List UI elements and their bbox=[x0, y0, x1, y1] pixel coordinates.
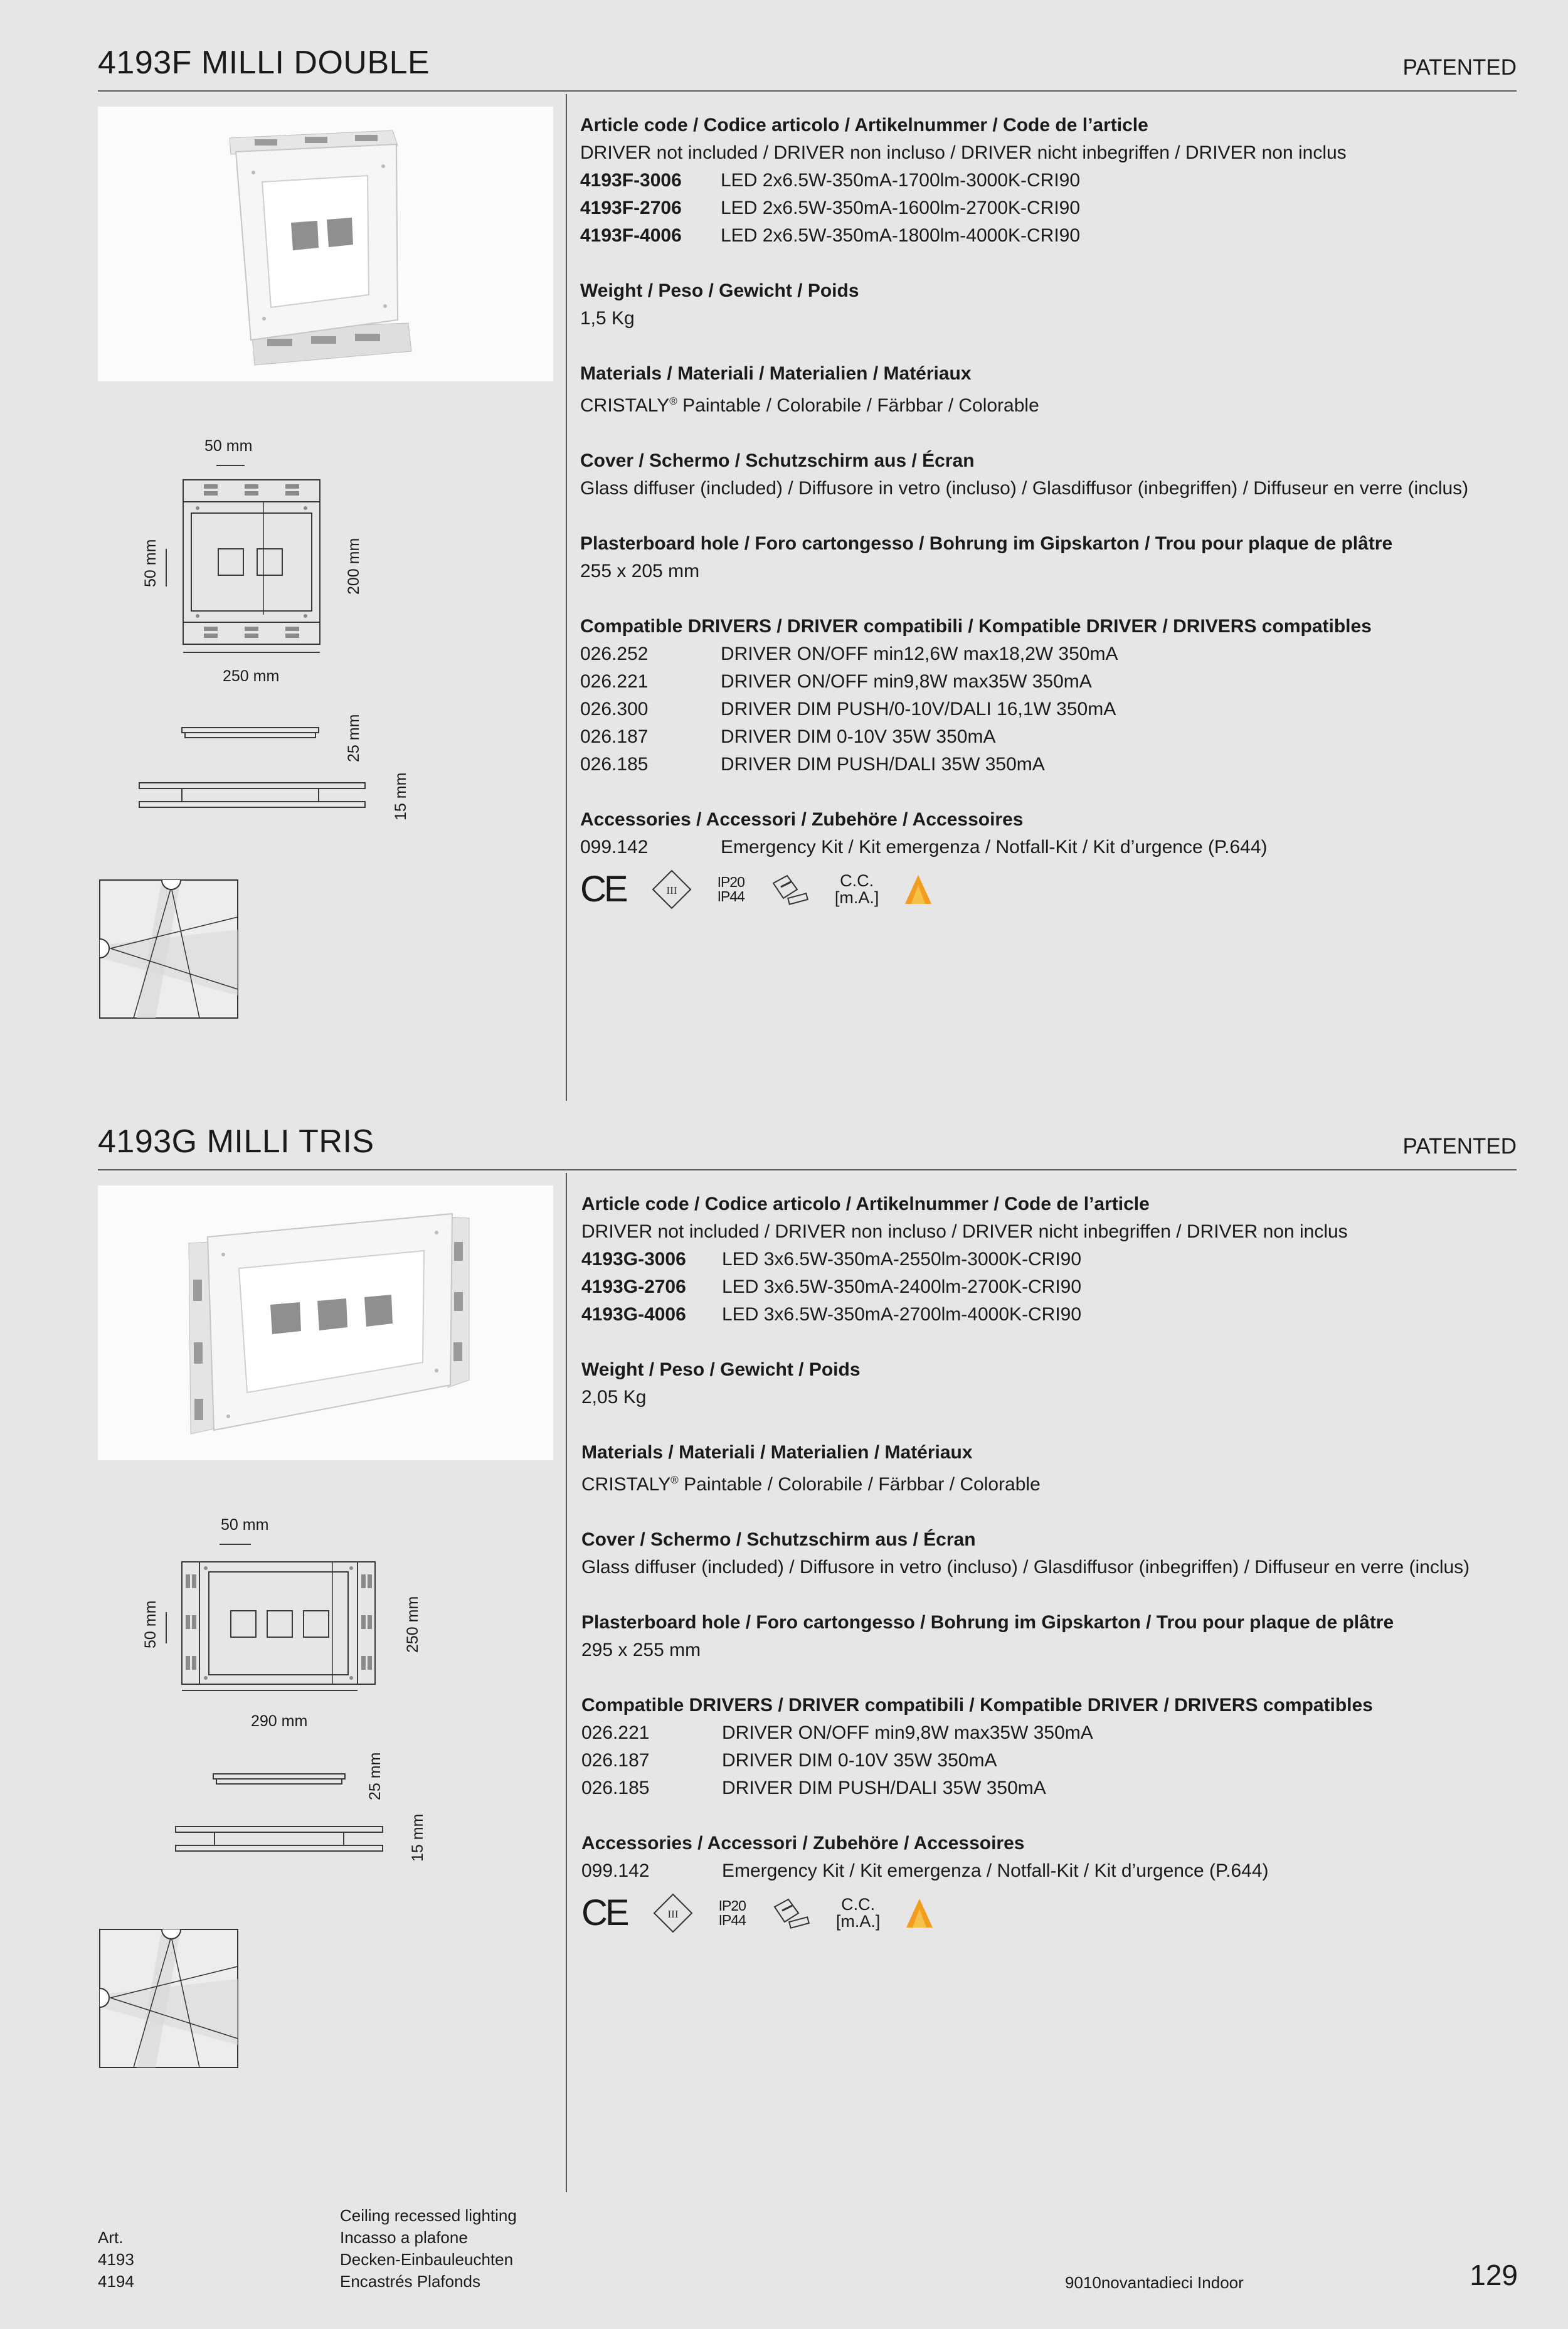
driver-row bbox=[580, 668, 1521, 696]
accessory-row bbox=[580, 834, 1521, 861]
materials-text: Paintable / Colorabile / Färbbar / Colorable bbox=[677, 395, 1039, 416]
article-row bbox=[580, 167, 1521, 194]
class-iii-icon bbox=[651, 869, 692, 910]
accessories-heading: Accessories / Accessori / Zubehöre / Accessoires bbox=[581, 1833, 1025, 1854]
driver-note: DRIVER not included / DRIVER non incluso / DRIVER nicht inbegriffen / DRIVER non inclus bbox=[580, 142, 1347, 163]
accessory-code: 099.142 bbox=[580, 837, 649, 857]
dim-top: 50 mm bbox=[221, 1516, 269, 1534]
technical-drawing bbox=[94, 1531, 445, 1882]
accessories-heading: Accessories / Accessori / Zubehöre / Accessoires bbox=[580, 809, 1024, 830]
article-desc: LED 3x6.5W-350mA-2400lm-2700K-CRI90 bbox=[722, 1276, 1082, 1297]
driver-code: 026.185 bbox=[581, 1778, 650, 1798]
product-section-4193g bbox=[0, 1079, 1568, 2158]
cc-line-2: [m.A.] bbox=[835, 1912, 881, 1931]
footer-category-line: Encastrés Plafonds bbox=[340, 2272, 481, 2291]
column-divider bbox=[566, 94, 567, 1101]
driver-row bbox=[580, 640, 1521, 668]
ce-mark-icon: CE bbox=[581, 1892, 627, 1933]
hole-heading: Plasterboard hole / Foro cartongesso / Bohrung im Gipskarton / Trou pour plaque de plâtre bbox=[580, 533, 1393, 554]
dim-depth2: 15 mm bbox=[409, 1813, 426, 1862]
driver-row bbox=[581, 1747, 1522, 1775]
product-title: 4193F MILLI DOUBLE bbox=[98, 45, 430, 81]
hole-value: 295 x 255 mm bbox=[581, 1640, 701, 1660]
driver-code: 026.187 bbox=[580, 726, 649, 747]
dim-depth1: 25 mm bbox=[366, 1752, 384, 1800]
article-desc: LED 2x6.5W-350mA-1600lm-2700K-CRI90 bbox=[721, 198, 1081, 218]
patented-label: PATENTED bbox=[1402, 1134, 1517, 1159]
footer-category-line: Ceiling recessed lighting bbox=[340, 2206, 517, 2225]
ip-rating-icon bbox=[719, 1899, 746, 1928]
footer-art-number: 4194 bbox=[98, 2272, 134, 2291]
article-row bbox=[581, 1273, 1522, 1301]
ip-rating-2: IP44 bbox=[717, 888, 744, 905]
driver-desc: DRIVER DIM PUSH/DALI 35W 350mA bbox=[722, 1778, 1046, 1798]
certification-icons bbox=[580, 867, 1521, 911]
title-rule bbox=[98, 90, 1517, 92]
article-heading: Article code / Codice articolo / Artikelnummer / Code de l’article bbox=[580, 115, 1148, 135]
driver-row bbox=[580, 751, 1521, 778]
article-row bbox=[580, 222, 1521, 250]
article-code: 4193G-3006 bbox=[581, 1249, 686, 1270]
beam-diagram bbox=[99, 1929, 238, 2068]
ip-rating-1: IP20 bbox=[718, 1897, 746, 1914]
accessory-desc: Emergency Kit / Kit emergenza / Notfall-Kit / Kit d’urgence (P.644) bbox=[722, 1860, 1269, 1881]
footer-art-label: Art. bbox=[98, 2228, 124, 2247]
page-number: 129 bbox=[1470, 2259, 1518, 2291]
class-iii-label: III bbox=[666, 884, 677, 896]
ip-rating-icon bbox=[718, 875, 744, 904]
registered-mark: ® bbox=[670, 1474, 679, 1486]
footer-category-line: Decken-Einbauleuchten bbox=[340, 2250, 514, 2269]
driver-code: 026.252 bbox=[580, 644, 649, 664]
cover-value: Glass diffuser (included) / Diffusore in vetro (incluso) / Glasdiffusor (inbegriffen) / Diffuseur en verre (inclus) bbox=[581, 1557, 1470, 1578]
driver-row bbox=[581, 1775, 1522, 1802]
led-flame-icon bbox=[905, 1897, 934, 1929]
article-code: 4193G-2706 bbox=[581, 1276, 686, 1297]
dim-top: 50 mm bbox=[204, 437, 253, 455]
spec-text bbox=[580, 112, 1521, 911]
dim-height: 250 mm bbox=[404, 1596, 421, 1653]
dim-width: 290 mm bbox=[251, 1712, 308, 1730]
class-iii-label: III bbox=[667, 1908, 679, 1920]
article-desc: LED 2x6.5W-350mA-1700lm-3000K-CRI90 bbox=[721, 170, 1081, 191]
product-photo bbox=[98, 1186, 553, 1460]
dim-left: 50 mm bbox=[142, 1600, 159, 1648]
insulation-cover-icon bbox=[771, 1894, 811, 1932]
patented-label: PATENTED bbox=[1402, 55, 1517, 80]
materials-heading: Materials / Materiali / Materialien / Matériaux bbox=[580, 363, 972, 384]
weight-value: 2,05 Kg bbox=[581, 1387, 647, 1408]
ip-rating-1: IP20 bbox=[717, 874, 744, 890]
dim-height: 200 mm bbox=[345, 538, 363, 595]
driver-desc: DRIVER ON/OFF min9,8W max35W 350mA bbox=[722, 1722, 1093, 1743]
product-photo bbox=[98, 107, 553, 381]
cover-value: Glass diffuser (included) / Diffusore in vetro (incluso) / Glasdiffusor (inbegriffen) / Diffuseur en verre (inclus) bbox=[580, 478, 1469, 499]
driver-desc: DRIVER ON/OFF min12,6W max18,2W 350mA bbox=[721, 644, 1118, 664]
weight-heading: Weight / Peso / Gewicht / Poids bbox=[581, 1359, 861, 1380]
driver-row bbox=[580, 696, 1521, 723]
driver-row bbox=[581, 1719, 1522, 1747]
weight-value: 1,5 Kg bbox=[580, 308, 635, 329]
driver-code: 026.221 bbox=[581, 1722, 650, 1743]
driver-note: DRIVER not included / DRIVER non incluso / DRIVER nicht inbegriffen / DRIVER non inclus bbox=[581, 1221, 1348, 1242]
driver-desc: DRIVER DIM PUSH/DALI 35W 350mA bbox=[721, 754, 1045, 775]
article-code: 4193F-3006 bbox=[580, 170, 682, 191]
constant-current-icon bbox=[836, 1896, 881, 1930]
ce-mark-icon: CE bbox=[580, 869, 626, 910]
driver-desc: DRIVER ON/OFF min9,8W max35W 350mA bbox=[721, 671, 1092, 692]
article-row bbox=[580, 194, 1521, 222]
footer-category-line: Incasso a plafone bbox=[340, 2228, 468, 2247]
article-code: 4193F-2706 bbox=[580, 198, 682, 218]
footer-art bbox=[98, 2227, 134, 2293]
accessory-desc: Emergency Kit / Kit emergenza / Notfall-Kit / Kit d’urgence (P.644) bbox=[721, 837, 1268, 857]
cover-heading: Cover / Schermo / Schutzschirm aus / Écran bbox=[580, 450, 975, 471]
driver-code: 026.187 bbox=[581, 1750, 650, 1771]
driver-desc: DRIVER DIM 0-10V 35W 350mA bbox=[721, 726, 996, 747]
registered-mark: ® bbox=[669, 395, 677, 407]
ip-rating-2: IP44 bbox=[718, 1912, 746, 1928]
dim-left: 50 mm bbox=[142, 539, 159, 587]
class-iii-icon bbox=[652, 1892, 694, 1934]
driver-code: 026.185 bbox=[580, 754, 649, 775]
materials-heading: Materials / Materiali / Materialien / Matériaux bbox=[581, 1442, 973, 1463]
materials-brand: CRISTALY bbox=[581, 1474, 671, 1495]
accessory-code: 099.142 bbox=[581, 1860, 650, 1881]
column-divider bbox=[566, 1173, 567, 2192]
cc-line-2: [m.A.] bbox=[834, 888, 879, 907]
materials-value bbox=[580, 388, 1521, 420]
dim-width: 250 mm bbox=[223, 667, 280, 685]
technical-drawing bbox=[94, 452, 420, 828]
weight-heading: Weight / Peso / Gewicht / Poids bbox=[580, 280, 859, 301]
drivers-heading: Compatible DRIVERS / DRIVER compatibili / Kompatible DRIVER / DRIVERS compatibles bbox=[581, 1695, 1373, 1716]
hole-value: 255 x 205 mm bbox=[580, 561, 700, 581]
product-title: 4193G MILLI TRIS bbox=[98, 1123, 374, 1160]
dim-depth1: 25 mm bbox=[345, 714, 363, 762]
product-section-4193f bbox=[0, 0, 1568, 1104]
hole-heading: Plasterboard hole / Foro cartongesso / Bohrung im Gipskarton / Trou pour plaque de plâtre bbox=[581, 1612, 1394, 1633]
title-rule bbox=[98, 1169, 1517, 1170]
driver-row bbox=[580, 723, 1521, 751]
article-row bbox=[581, 1301, 1522, 1329]
accessory-row bbox=[581, 1857, 1522, 1885]
article-row bbox=[581, 1246, 1522, 1273]
cover-heading: Cover / Schermo / Schutzschirm aus / Écran bbox=[581, 1529, 976, 1550]
article-code: 4193G-4006 bbox=[581, 1304, 686, 1325]
cc-line-1: C.C. bbox=[841, 1895, 876, 1914]
cc-line-1: C.C. bbox=[840, 871, 874, 890]
footer-category bbox=[340, 2205, 517, 2293]
spec-text bbox=[581, 1191, 1522, 1935]
article-desc: LED 3x6.5W-350mA-2700lm-4000K-CRI90 bbox=[722, 1304, 1082, 1325]
led-flame-icon bbox=[904, 874, 933, 905]
article-code: 4193F-4006 bbox=[580, 225, 682, 246]
footer-art-number: 4193 bbox=[98, 2250, 134, 2269]
driver-desc: DRIVER DIM PUSH/0-10V/DALI 16,1W 350mA bbox=[721, 699, 1116, 719]
constant-current-icon bbox=[835, 873, 879, 906]
certification-icons bbox=[581, 1891, 1522, 1935]
insulation-cover-icon bbox=[770, 871, 810, 908]
driver-desc: DRIVER DIM 0-10V 35W 350mA bbox=[722, 1750, 997, 1771]
footer-brand: 9010novantadieci Indoor bbox=[1065, 2273, 1244, 2292]
beam-diagram bbox=[99, 879, 238, 1019]
materials-brand: CRISTALY bbox=[580, 395, 670, 416]
dim-depth2: 15 mm bbox=[392, 772, 410, 820]
materials-text: Paintable / Colorabile / Färbbar / Colorable bbox=[678, 1474, 1041, 1495]
article-heading: Article code / Codice articolo / Artikelnummer / Code de l’article bbox=[581, 1194, 1150, 1214]
article-desc: LED 2x6.5W-350mA-1800lm-4000K-CRI90 bbox=[721, 225, 1081, 246]
article-desc: LED 3x6.5W-350mA-2550lm-3000K-CRI90 bbox=[722, 1249, 1082, 1270]
materials-value bbox=[581, 1467, 1522, 1499]
drivers-heading: Compatible DRIVERS / DRIVER compatibili / Kompatible DRIVER / DRIVERS compatibles bbox=[580, 616, 1372, 637]
driver-code: 026.300 bbox=[580, 699, 649, 719]
driver-code: 026.221 bbox=[580, 671, 649, 692]
